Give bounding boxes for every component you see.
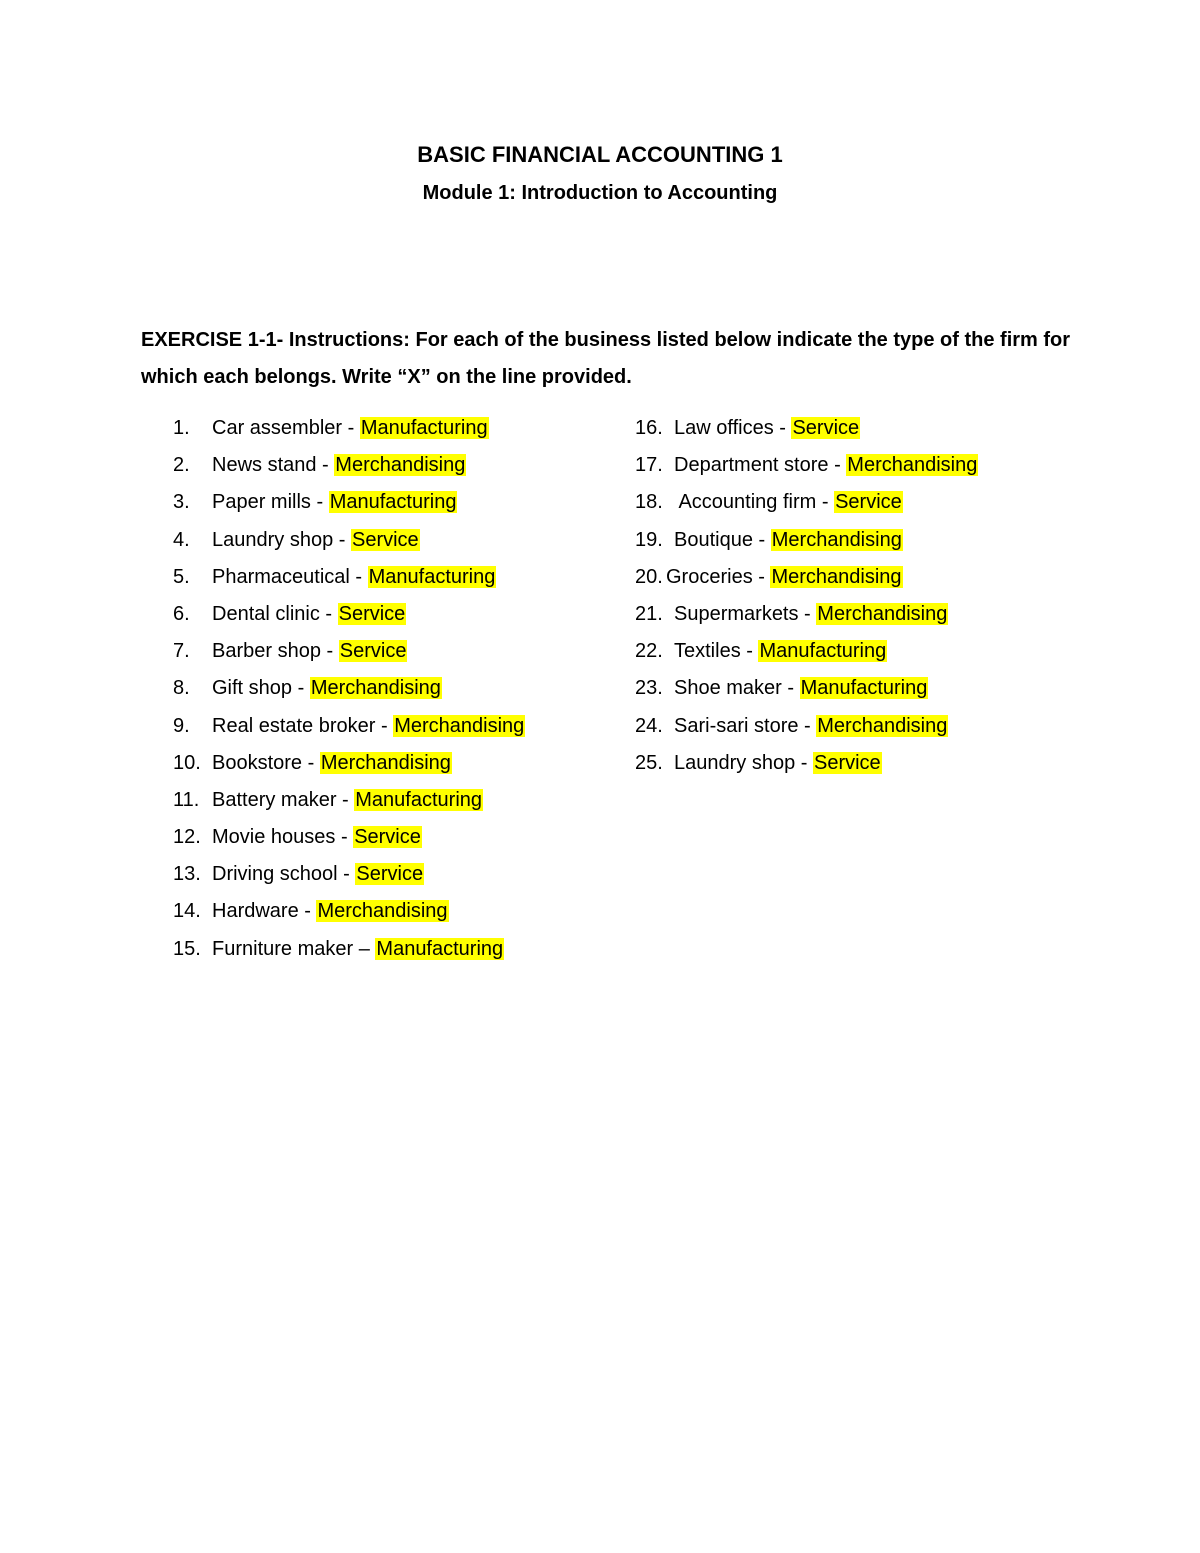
item-number: 4. xyxy=(173,528,190,551)
business-name: Accounting firm xyxy=(674,491,817,514)
list-item xyxy=(635,410,1095,447)
list-item xyxy=(173,708,593,745)
business-name: Bookstore xyxy=(212,751,303,774)
separator: - xyxy=(342,417,360,439)
list-item xyxy=(173,782,593,819)
business-name: Barber shop xyxy=(212,640,321,663)
item-number: 22. xyxy=(635,640,663,663)
firm-type-highlight: Merchandising xyxy=(847,454,978,477)
separator: - xyxy=(337,863,356,886)
list-item xyxy=(173,856,593,893)
firm-type-highlight: Service xyxy=(339,640,407,663)
business-name: Shoe maker xyxy=(674,677,782,700)
separator: - xyxy=(752,565,771,588)
item-number: 5. xyxy=(173,565,190,588)
item-number: 18. xyxy=(635,491,663,514)
item-number: 14. xyxy=(173,900,201,923)
list-item xyxy=(635,633,1095,670)
separator: – xyxy=(353,937,376,960)
separator: - xyxy=(302,751,320,774)
separator: - xyxy=(335,826,354,849)
item-number: 25. xyxy=(635,751,663,774)
list-item xyxy=(173,522,593,559)
business-name: Hardware xyxy=(212,900,299,923)
item-number: 16. xyxy=(635,417,663,439)
business-name: Sari-sari store xyxy=(674,714,799,737)
business-name: Furniture maker xyxy=(212,937,354,960)
item-number: 6. xyxy=(173,602,190,625)
firm-type-highlight: Service xyxy=(351,528,419,551)
business-name: Laundry shop xyxy=(674,751,796,774)
separator: - xyxy=(816,491,835,514)
item-number: 24. xyxy=(635,714,663,737)
firm-type-highlight: Manufacturing xyxy=(800,677,928,700)
list-item xyxy=(173,410,593,447)
separator: - xyxy=(375,714,394,737)
firm-type-highlight: Merchandising xyxy=(310,677,441,700)
list-item xyxy=(173,670,593,707)
firm-type-highlight: Service xyxy=(338,602,406,625)
item-number: 15. xyxy=(173,937,201,960)
list-item xyxy=(173,633,593,670)
list-item xyxy=(173,931,593,968)
business-list-left xyxy=(173,410,593,968)
list-item xyxy=(173,559,593,596)
item-number: 10. xyxy=(173,751,201,774)
firm-type-highlight: Merchandising xyxy=(320,751,451,774)
separator: - xyxy=(316,454,335,477)
business-name: News stand xyxy=(212,454,317,477)
item-number: 17. xyxy=(635,454,663,477)
business-name: Laundry shop xyxy=(212,528,334,551)
list-item xyxy=(635,484,1095,521)
item-number: 12. xyxy=(173,826,201,849)
firm-type-highlight: Service xyxy=(356,863,424,886)
firm-type-highlight: Manufacturing xyxy=(759,640,887,663)
separator: - xyxy=(781,677,800,700)
business-name: Battery maker xyxy=(212,788,337,811)
item-number: 13. xyxy=(173,863,201,886)
separator: - xyxy=(292,677,310,700)
list-item xyxy=(173,484,593,521)
separator: - xyxy=(795,751,813,774)
firm-type-highlight: Merchandising xyxy=(335,454,466,477)
firm-type-highlight: Merchandising xyxy=(317,900,448,923)
item-number: 20. xyxy=(635,565,663,588)
separator: - xyxy=(333,528,351,551)
firm-type-highlight: Merchandising xyxy=(771,565,902,588)
list-item xyxy=(173,745,593,782)
firm-type-highlight: Service xyxy=(835,491,902,514)
list-item xyxy=(635,522,1095,559)
firm-type-highlight: Manufacturing xyxy=(329,491,457,514)
item-number: 8. xyxy=(173,677,190,700)
business-name: Groceries xyxy=(666,565,753,588)
list-item xyxy=(173,447,593,484)
firm-type-highlight: Merchandising xyxy=(771,528,902,551)
business-name: Gift shop xyxy=(212,677,293,700)
module-subtitle: Module 1: Introduction to Accounting xyxy=(422,182,778,204)
list-item xyxy=(173,893,593,930)
exercise-instructions: EXERCISE 1-1- Instructions: For each of the business listed below indicate the type of the firm for which each belongs. Write “X” on the line provided. xyxy=(141,329,1071,388)
business-list-right xyxy=(635,410,1095,782)
item-number: 19. xyxy=(635,528,663,551)
separator: - xyxy=(740,640,759,663)
list-item xyxy=(635,708,1095,745)
separator: - xyxy=(828,454,847,477)
list-item xyxy=(635,596,1095,633)
item-number: 23. xyxy=(635,677,663,700)
list-item xyxy=(635,447,1095,484)
separator: - xyxy=(310,491,329,514)
item-number: 1. xyxy=(173,417,190,439)
separator: - xyxy=(752,528,771,551)
business-name: Driving school xyxy=(212,863,338,886)
firm-type-highlight: Service xyxy=(354,826,421,849)
firm-type-highlight: Merchandising xyxy=(817,714,948,737)
firm-type-highlight: Manufacturing xyxy=(355,788,483,811)
separator: - xyxy=(320,640,339,663)
separator: - xyxy=(319,602,338,625)
item-number: 21. xyxy=(635,602,663,625)
document-title: BASIC FINANCIAL ACCOUNTING 1 xyxy=(417,142,783,167)
firm-type-highlight: Service xyxy=(813,751,881,774)
item-number: 7. xyxy=(173,640,190,663)
item-number: 11. xyxy=(173,788,200,811)
list-item xyxy=(173,819,593,856)
business-name: Law offices xyxy=(674,417,774,439)
business-name: Car assembler xyxy=(212,417,343,439)
firm-type-highlight: Merchandising xyxy=(817,602,948,625)
separator: - xyxy=(798,714,817,737)
list-item xyxy=(173,596,593,633)
list-item xyxy=(635,670,1095,707)
item-number: 2. xyxy=(173,454,190,477)
separator: - xyxy=(773,417,792,439)
separator: - xyxy=(349,565,368,588)
business-name: Paper mills xyxy=(212,491,311,514)
firm-type-highlight: Merchandising xyxy=(394,714,525,737)
separator: - xyxy=(336,788,355,811)
separator: - xyxy=(298,900,317,923)
list-item xyxy=(635,559,1095,596)
business-name: Department store xyxy=(674,454,829,477)
business-name: Real estate broker xyxy=(212,714,376,737)
business-name: Textiles xyxy=(674,640,741,663)
firm-type-highlight: Manufacturing xyxy=(376,937,504,960)
item-number: 9. xyxy=(173,714,190,737)
business-name: Boutique xyxy=(674,528,753,551)
firm-type-highlight: Manufacturing xyxy=(368,565,496,588)
list-item xyxy=(635,745,1095,782)
business-name: Movie houses xyxy=(212,826,336,849)
firm-type-highlight: Manufacturing xyxy=(360,417,488,439)
item-number: 3. xyxy=(173,491,190,514)
separator: - xyxy=(798,602,817,625)
business-name: Dental clinic xyxy=(212,602,320,625)
business-name: Supermarkets xyxy=(674,602,799,625)
firm-type-highlight: Service xyxy=(792,417,860,439)
business-name: Pharmaceutical xyxy=(212,565,350,588)
